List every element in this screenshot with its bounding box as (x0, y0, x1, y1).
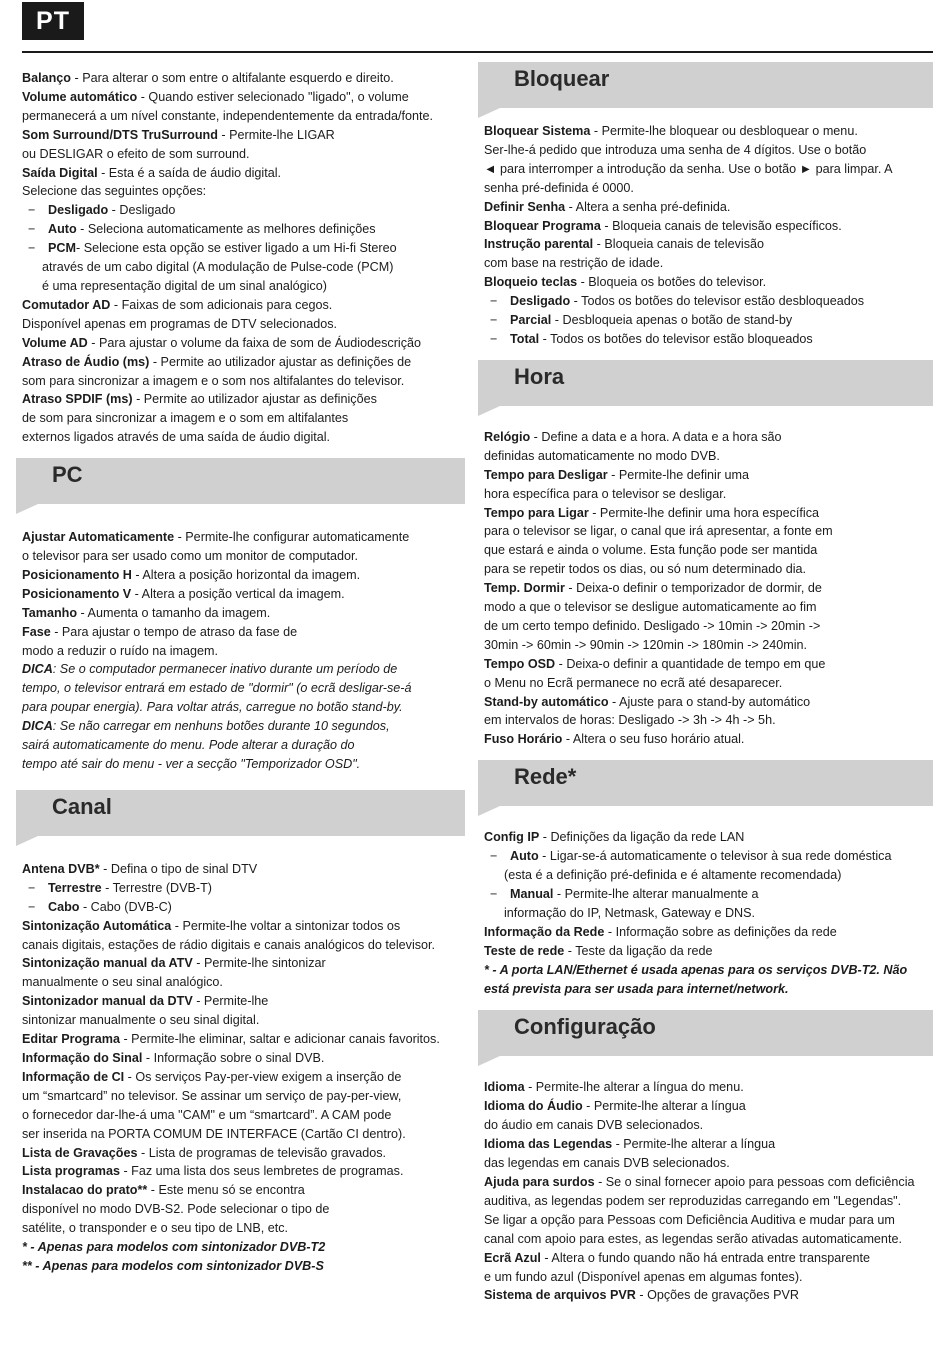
term-label: Fuso Horário (484, 732, 563, 747)
text-line (22, 372, 470, 391)
body-text: modo a reduzir o ruído na imagem. (22, 643, 219, 658)
body-text: ou DESLIGAR o efeito de som surround. (22, 146, 250, 161)
body-text: em intervalos de horas: Desligado -> 3h -> 4h -> 5h. (484, 713, 776, 728)
definition-item (22, 1049, 470, 1068)
text-line (22, 145, 470, 164)
body-text: Selecione das seguintes opções: (22, 184, 207, 199)
term-description: - Esta é a saída de áudio digital. (97, 165, 282, 180)
term-label: Ajustar Automaticamente (22, 530, 175, 545)
definition-item (22, 604, 470, 623)
text-line (484, 179, 933, 198)
term-description: - Permite ao utilizador ajustar as definições (132, 392, 377, 407)
definition-item (484, 1286, 933, 1305)
definition-item (484, 693, 933, 712)
definition-item (22, 164, 470, 183)
term-label: Editar Programa (22, 1032, 120, 1047)
definition-item (22, 88, 470, 107)
text-line (484, 617, 933, 636)
term-label: Lista programas (22, 1164, 120, 1179)
option-description: - Ligar-se-á automaticamente o televisor à sua rede doméstica (538, 849, 892, 864)
bloquear-section-body (484, 122, 933, 349)
left-column (22, 69, 470, 1276)
tip-text: para poupar energia). Para voltar atrás, carregue no botão stand-by. (22, 700, 403, 715)
text-line (22, 1106, 470, 1125)
definition-item (22, 954, 470, 973)
text-line (22, 315, 470, 334)
text-line (484, 598, 933, 617)
body-text: de um certo tempo definido. Desligado -> 10min -> 20min -> (484, 618, 821, 633)
text-line (22, 107, 470, 126)
definition-item (484, 273, 933, 292)
option-description: - Todos os botões do televisor estão bloqueados (539, 331, 813, 346)
term-description: - Permite-lhe alterar a língua (612, 1137, 776, 1152)
text-line (22, 642, 470, 661)
term-description: - Permite-lhe sintonizar (192, 956, 326, 971)
term-label: Sistema de arquivos PVR (484, 1288, 636, 1303)
term-label: Informação da Rede (484, 924, 605, 939)
term-description: - Lista de programas de televisão gravados. (137, 1145, 387, 1160)
term-description: - Altera a posição vertical da imagem. (131, 586, 345, 601)
tip-text: sairá automaticamente do menu. Pode alterar a duração do (22, 738, 355, 753)
option-continuation (22, 258, 470, 277)
text-line (484, 1268, 933, 1287)
body-text: senha pré-definida é 0000. (484, 180, 634, 195)
term-label: Ajuda para surdos (484, 1174, 595, 1189)
option-label: Terrestre (48, 880, 102, 895)
tip-continuation (22, 679, 470, 698)
bloquear-section-header (478, 62, 933, 108)
term-description: - Teste da ligação da rede (564, 943, 713, 958)
body-text: satélite, o transponder e o seu tipo de LNB, etc. (22, 1221, 289, 1236)
term-description: - Faz uma lista dos seus lembretes de programas. (119, 1164, 404, 1179)
term-label: Saída Digital (22, 165, 98, 180)
tip-text: tempo até sair do menu - ver a secção "Temporizador OSD". (22, 757, 361, 771)
term-label: Informação de CI (22, 1069, 125, 1084)
body-text: para se repetir todos os dias, ou só num determinado dia. (484, 562, 807, 577)
definition-item (22, 1068, 470, 1087)
term-label: Balanço (22, 71, 71, 85)
option-item (22, 201, 470, 220)
dash-bullet: − (28, 241, 36, 256)
term-label: Fase (22, 624, 51, 639)
term-label: Tempo para Ligar (484, 505, 589, 520)
definition-item (484, 1097, 933, 1116)
term-label: Definir Senha (484, 199, 566, 214)
term-label: Posicionamento H (22, 567, 132, 582)
term-description: - Informação sobre o sinal DVB. (142, 1050, 325, 1065)
term-description: - Permite-lhe configurar automaticamente (174, 530, 410, 545)
tip-line (22, 660, 470, 679)
language-badge: PT (22, 2, 84, 40)
option-item (484, 885, 933, 904)
body-text: que estará e ainda o volume. Esta função pode ser mantida (484, 543, 818, 558)
footnote-text: ** - Apenas para modelos com sintonizador DVB-S (22, 1258, 324, 1273)
tip-continuation (22, 755, 470, 774)
option-item (484, 311, 933, 330)
body-text: o televisor para ser usado como um monitor de computador. (22, 549, 359, 564)
dash-bullet: − (28, 880, 36, 895)
definition-item (22, 126, 470, 145)
term-label: Bloquear Sistema (484, 124, 591, 138)
body-text: de som para sincronizar a imagem e o som em altifalantes (22, 411, 349, 426)
option-label: Total (510, 331, 540, 346)
header-rule (22, 51, 933, 53)
footnote (22, 1238, 470, 1257)
definition-item (484, 579, 933, 598)
continuation-text: através de um cabo digital (A modulação de Pulse-code (PCM) (42, 260, 394, 275)
term-description: - Deixa-o definir o temporizador de dormir, de (564, 581, 822, 596)
body-text: e um fundo azul (Disponível apenas em algumas fontes). (484, 1269, 803, 1284)
term-description: - Se o sinal fornecer apoio para pessoas com deficiência (594, 1174, 915, 1189)
text-line (22, 973, 470, 992)
text-line (484, 447, 933, 466)
dash-bullet: − (490, 294, 498, 309)
term-description: - Bloqueia canais de televisão (593, 237, 765, 252)
term-label: Sintonização Automática (22, 918, 172, 933)
option-label: Parcial (510, 313, 552, 328)
definition-item (484, 942, 933, 961)
term-description: - Altera o fundo quando não há entrada entre transparente (540, 1250, 871, 1265)
term-description: - Define a data e a hora. A data e a hora são (530, 429, 782, 444)
definition-item (22, 1144, 470, 1163)
term-label: Tempo para Desligar (484, 467, 608, 482)
text-line (484, 711, 933, 730)
term-description: - Altera o seu fuso horário atual. (562, 732, 745, 747)
body-text: modo a que o televisor se desligue automaticamente ao fim (484, 600, 817, 615)
text-line (484, 541, 933, 560)
definition-item (484, 1135, 933, 1154)
text-line (484, 485, 933, 504)
option-description: - Terrestre (DVB-T) (101, 880, 212, 895)
bloquear-section-title: Bloquear (514, 66, 610, 91)
body-text: das legendas em canais DVB selecionados. (484, 1156, 730, 1171)
definition-item (22, 623, 470, 642)
term-label: Idioma das Legendas (484, 1137, 613, 1152)
term-description: - Este menu só se encontra (147, 1183, 305, 1198)
term-description: - Definições da ligação da rede LAN (539, 830, 745, 845)
option-continuation (484, 904, 933, 923)
definition-item (484, 1078, 933, 1097)
term-label: Atraso de Áudio (ms) (22, 354, 150, 369)
text-line (22, 1125, 470, 1144)
term-label: Lista de Gravações (22, 1145, 138, 1160)
rede-section-header (478, 760, 933, 806)
definition-item (484, 504, 933, 523)
rede-section-title: Rede* (514, 764, 577, 790)
definition-item (22, 1030, 470, 1049)
hora-section-title: Hora (514, 363, 565, 389)
term-description: - Permite-lhe alterar a língua do menu. (524, 1080, 744, 1095)
dash-bullet: − (490, 331, 498, 346)
option-label: Manual (510, 887, 554, 901)
text-line (484, 160, 933, 179)
text-line (22, 1011, 470, 1030)
option-description: - Desligado (108, 203, 176, 218)
option-item (22, 239, 470, 258)
body-text: do áudio em canais DVB selecionados. (484, 1118, 704, 1133)
term-description: - Permite-lhe definir uma (607, 467, 750, 482)
body-text: externos ligados através de uma saída de áudio digital. (22, 430, 331, 445)
body-text: com base na restrição de idade. (484, 256, 664, 271)
dash-bullet: − (490, 887, 498, 901)
option-item (22, 220, 470, 239)
term-description: - Informação sobre as definições da rede (604, 924, 837, 939)
body-text: hora específica para o televisor se desligar. (484, 486, 727, 501)
term-description: - Altera a senha pré-definida. (565, 199, 731, 214)
term-label: Relógio (484, 429, 531, 444)
body-text: definidas automaticamente no modo DVB. (484, 448, 720, 463)
definition-item (22, 69, 470, 88)
term-description: - Altera a posição horizontal da imagem. (131, 567, 361, 582)
term-label: Instrução parental (484, 237, 594, 252)
option-item (22, 898, 470, 917)
tip-text: : Se não carregar em nenhuns botões durante 10 segundos, (52, 719, 390, 734)
body-text: ser inserida na PORTA COMUM DE INTERFACE (Cartão CI dentro). (22, 1126, 406, 1141)
text-line (484, 560, 933, 579)
definition-item (484, 122, 933, 141)
definition-item (22, 585, 470, 604)
term-label: Sintonizador manual da DTV (22, 994, 193, 1009)
tip-text: tempo, o televisor entrará em estado de "dormir" (o ecrã desligar-se-á (22, 681, 412, 696)
term-description: - Opções de gravações PVR (635, 1288, 799, 1303)
term-label: Sintonização manual da ATV (22, 956, 193, 971)
hora-section-header (478, 360, 933, 406)
term-description: - Permite-lhe bloquear ou desbloquear o menu. (590, 124, 858, 138)
text-line (484, 1154, 933, 1173)
text-line (484, 254, 933, 273)
canal-section-header (16, 790, 465, 836)
option-item (484, 292, 933, 311)
rede-section-body (484, 828, 933, 998)
definition-item (22, 992, 470, 1011)
footnote-text: está prevista para ser usada para internet/network. (484, 981, 789, 996)
definition-item (22, 917, 470, 936)
text-line (22, 547, 470, 566)
text-line (22, 1087, 470, 1106)
configuracao-section-header (478, 1010, 933, 1056)
definition-item (484, 217, 933, 236)
option-continuation (22, 277, 470, 296)
definition-item (484, 923, 933, 942)
tip-text: : Se o computador permanecer inativo durante um período de (52, 662, 398, 677)
option-label: Auto (48, 222, 77, 237)
term-label: Teste de rede (484, 943, 565, 958)
term-label: Ecrã Azul (484, 1250, 541, 1265)
term-description: - Para alterar o som entre o altifalante esquerdo e direito. (71, 71, 394, 85)
body-text: auditiva, as legendas podem ser reproduzidas carregando em "Legendas". (484, 1193, 902, 1208)
definition-item (22, 528, 470, 547)
term-label: Bloqueio teclas (484, 275, 578, 290)
definition-item (22, 1162, 470, 1181)
option-item (22, 879, 470, 898)
term-description: - Aumenta o tamanho da imagem. (77, 605, 271, 620)
text-line (22, 1219, 470, 1238)
definition-item (484, 730, 933, 749)
term-description: - Permite-lhe alterar a língua (582, 1099, 746, 1114)
right-column (484, 62, 933, 1305)
term-label: Tempo OSD (484, 656, 556, 671)
footnote-text: * - Apenas para modelos com sintonizador DVB-T2 (22, 1240, 326, 1255)
footnote (22, 1257, 470, 1276)
configuracao-section-title: Configuração (514, 1014, 656, 1040)
option-item (484, 847, 933, 866)
footnote (484, 980, 933, 999)
text-line (22, 182, 470, 201)
term-description: - Permite-lhe LIGAR (217, 127, 335, 142)
hora-section-body (484, 428, 933, 749)
canal-section-body (22, 860, 470, 1276)
text-line (484, 636, 933, 655)
body-text: permanecerá a um nível constante, independentemente da entrada/fonte. (22, 108, 433, 123)
term-description: - Quando estiver selecionado "ligado", o volume (137, 89, 409, 104)
text-line (484, 1116, 933, 1135)
pc-section-title: PC (52, 462, 83, 488)
body-text: para o televisor se ligar, o canal que irá apresentar, a fonte em (484, 524, 833, 539)
text-line (484, 674, 933, 693)
term-label: Temp. Dormir (484, 581, 565, 596)
term-description: - Ajuste para o stand-by automático (608, 694, 811, 709)
body-text: canais digitais, estações de rádio digitais e canais analógicos do televisor. (22, 937, 436, 952)
continuation-text: informação do IP, Netmask, Gateway e DNS. (504, 905, 756, 920)
dash-bullet: − (28, 222, 36, 237)
term-label: Instalacao do prato** (22, 1183, 148, 1198)
definition-item (484, 655, 933, 674)
term-label: Atraso SPDIF (ms) (22, 392, 133, 407)
text-line (484, 1211, 933, 1230)
body-text: sintonizar manualmente o seu sinal digital. (22, 1013, 260, 1028)
definition-item (484, 428, 933, 447)
audio-section-body (22, 69, 470, 447)
tip-continuation (22, 736, 470, 755)
dash-bullet: − (490, 849, 498, 864)
definition-item (484, 1173, 933, 1192)
definition-item (484, 466, 933, 485)
term-description: - Defina o tipo de sinal DTV (99, 861, 258, 876)
continuation-text: (esta é a definição pré-definida e é altamente recomendada) (504, 868, 842, 883)
pc-section-body (22, 528, 470, 774)
body-text: ◄ para interromper a introdução da senha. Use o botão ► para limpar. A (484, 161, 893, 176)
definition-item (22, 353, 470, 372)
dash-bullet: − (28, 899, 36, 914)
term-description: - Bloqueia canais de televisão específicos. (600, 218, 842, 233)
option-description: - Permite-lhe alterar manualmente a (553, 887, 759, 901)
definition-item (22, 296, 470, 315)
term-label: Bloquear Programa (484, 218, 601, 233)
dash-bullet: − (490, 313, 498, 328)
body-text: o fornecedor dar-lhe-á uma "CAM" e um “smartcard”. A CAM pode (22, 1107, 392, 1122)
body-text: canal com apoio para estes, as legendas serão ativadas automaticamente. (484, 1231, 902, 1246)
dash-bullet: − (28, 203, 36, 218)
body-text: Se ligar a opção para Pessoas com Deficiência Auditiva e mudar para um (484, 1212, 895, 1227)
body-text: o Menu no Ecrã permanece no ecrã até desaparecer. (484, 675, 783, 690)
option-description: - Selecione esta opção se estiver ligado a um Hi-fi Stereo (76, 241, 397, 256)
tip-label: DICA (22, 719, 53, 734)
definition-item (484, 1249, 933, 1268)
option-label: Cabo (48, 899, 80, 914)
text-line (484, 141, 933, 160)
term-description: - Permite-lhe voltar a sintonizar todos os (171, 918, 401, 933)
text-line (484, 1192, 933, 1211)
canal-section-title: Canal (52, 793, 112, 819)
term-description: - Permite-lhe (192, 994, 269, 1009)
footnote (484, 961, 933, 980)
term-label: Antena DVB* (22, 861, 100, 876)
option-label: PCM (48, 241, 76, 256)
pc-section-header (16, 458, 465, 504)
body-text: um “smartcard” no televisor. Se assinar um serviço de pay-per-view, (22, 1088, 402, 1103)
term-label: Som Surround/DTS TruSurround (22, 127, 218, 142)
term-label: Idioma do Áudio (484, 1099, 583, 1114)
term-description: - Permite-lhe definir uma hora específica (588, 505, 820, 520)
definition-item (22, 566, 470, 585)
option-label: Auto (510, 849, 539, 864)
term-label: Volume automático (22, 89, 138, 104)
configuracao-section-body (484, 1078, 933, 1305)
term-description: - Faixas de som adicionais para cegos. (110, 297, 333, 312)
body-text: disponível no modo DVB-S2. Pode selecionar o tipo de (22, 1202, 330, 1217)
text-line (484, 522, 933, 541)
definition-item (484, 235, 933, 254)
term-label: Tamanho (22, 605, 78, 620)
text-line (22, 936, 470, 955)
text-line (22, 409, 470, 428)
definition-item (22, 860, 470, 879)
term-description: - Para ajustar o volume da faixa de som de Áudiodescrição (87, 335, 421, 350)
body-text: 30min -> 60min -> 90min -> 120min -> 180min -> 240min. (484, 637, 808, 652)
term-description: - Deixa-o definir a quantidade de tempo em que (555, 656, 826, 671)
option-description: - Cabo (DVB-C) (79, 899, 172, 914)
continuation-text: é uma representação digital de um sinal analógico) (42, 278, 327, 293)
tip-label: DICA (22, 662, 53, 677)
term-label: Informação do Sinal (22, 1050, 143, 1065)
term-description: - Para ajustar o tempo de atraso da fase de (50, 624, 298, 639)
definition-item (22, 334, 470, 353)
term-label: Stand-by automático (484, 694, 609, 709)
term-label: Volume AD (22, 335, 88, 350)
text-line (22, 1200, 470, 1219)
body-text: Disponível apenas em programas de DTV selecionados. (22, 316, 338, 331)
footnote-text: * - A porta LAN/Ethernet é usada apenas para os serviços DVB-T2. Não (484, 962, 908, 977)
definition-item (484, 828, 933, 847)
option-description: - Todos os botões do televisor estão desbloqueados (570, 294, 865, 309)
term-label: Idioma (484, 1080, 525, 1095)
definition-item (22, 1181, 470, 1200)
tip-line (22, 717, 470, 736)
definition-item (484, 198, 933, 217)
term-label: Comutador AD (22, 297, 111, 312)
option-item (484, 330, 933, 349)
term-label: Config IP (484, 830, 540, 845)
option-continuation (484, 866, 933, 885)
body-text: manualmente o seu sinal analógico. (22, 975, 223, 990)
tip-continuation (22, 698, 470, 717)
option-label: Desligado (48, 203, 109, 218)
text-line (22, 428, 470, 447)
option-label: Desligado (510, 294, 571, 309)
option-description: - Desbloqueia apenas o botão de stand-by (551, 313, 793, 328)
definition-item (22, 390, 470, 409)
term-description: - Permite ao utilizador ajustar as definições de (149, 354, 412, 369)
term-description: - Os serviços Pay-per-view exigem a inserção de (124, 1069, 402, 1084)
term-label: Posicionamento V (22, 586, 132, 601)
option-description: - Seleciona automaticamente as melhores definições (76, 222, 376, 237)
term-description: - Bloqueia os botões do televisor. (577, 275, 767, 290)
term-description: - Permite-lhe eliminar, saltar e adicionar canais favoritos. (119, 1032, 440, 1047)
body-text: som para sincronizar a imagem e o som nos altifalantes do televisor. (22, 373, 405, 388)
body-text: Ser-lhe-á pedido que introduza uma senha de 4 dígitos. Use o botão (484, 142, 867, 157)
text-line (484, 1230, 933, 1249)
